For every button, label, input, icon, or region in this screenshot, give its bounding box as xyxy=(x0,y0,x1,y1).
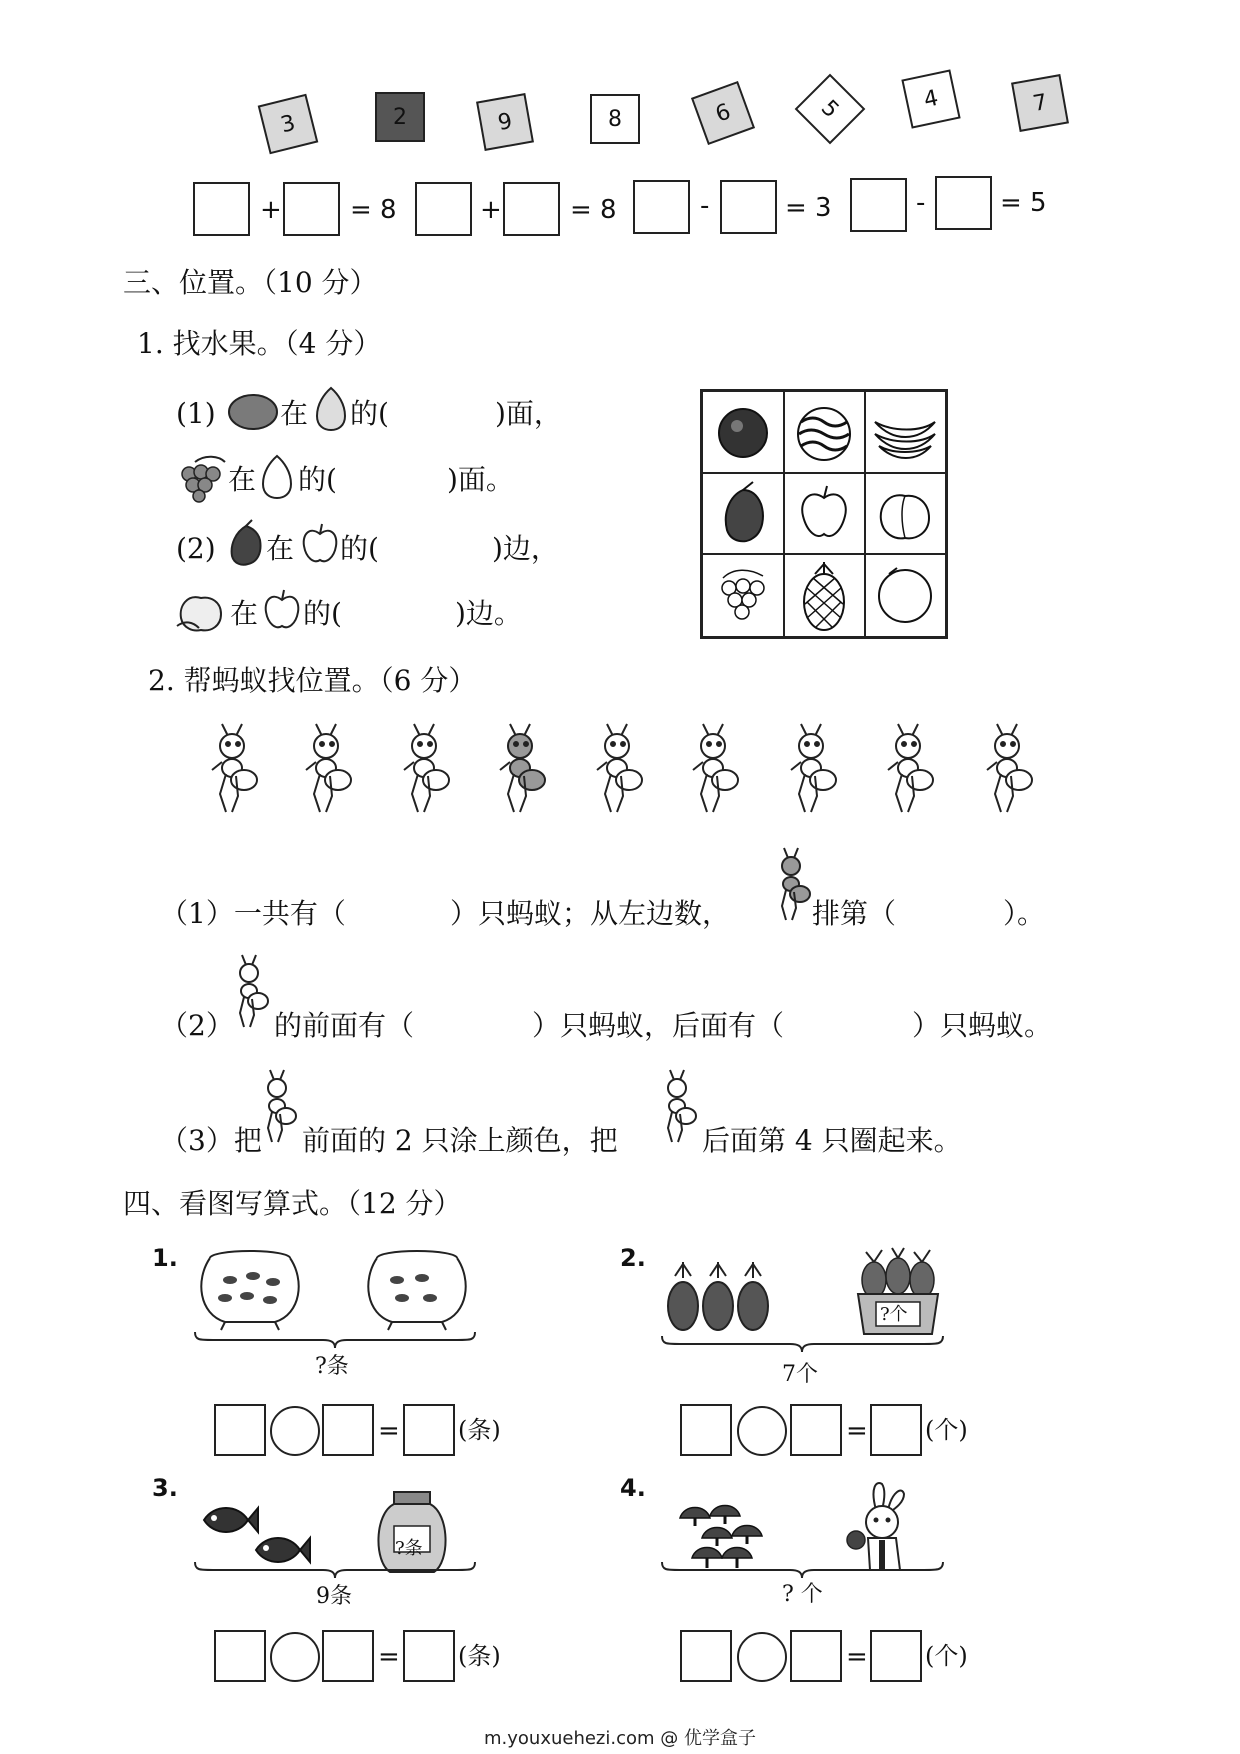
operator-circle[interactable] xyxy=(270,1632,320,1682)
ant-icon xyxy=(302,722,356,817)
answer-box[interactable] xyxy=(214,1404,266,1456)
equals-sign: = xyxy=(846,1416,868,1446)
ant-icon xyxy=(689,722,743,817)
ant-question-1: 排第（ xyxy=(812,897,897,930)
answer-box[interactable] xyxy=(415,182,472,236)
operator: - xyxy=(916,188,926,218)
number-card: 6 xyxy=(691,81,755,145)
apple-icon xyxy=(300,520,340,566)
word-zai: 在 xyxy=(266,532,295,565)
answer-box[interactable] xyxy=(633,180,690,234)
unit-label: (条) xyxy=(458,1416,501,1444)
answer-box[interactable] xyxy=(935,176,992,230)
operator: + xyxy=(260,195,282,225)
apple-icon xyxy=(262,586,302,632)
word-zai: 在 xyxy=(280,397,309,430)
answer-box[interactable] xyxy=(870,1404,922,1456)
pineapple-icon xyxy=(665,1262,701,1334)
ant-icon xyxy=(208,722,262,817)
grapes-icon xyxy=(175,452,229,502)
ant-icon xyxy=(400,722,454,817)
peach-icon xyxy=(881,495,929,538)
answer-box[interactable] xyxy=(403,1404,455,1456)
blank-close: )面， xyxy=(495,397,562,430)
operator-circle[interactable] xyxy=(737,1632,787,1682)
pear-icon xyxy=(312,384,350,432)
number-card: 9 xyxy=(476,93,534,151)
ant-icon xyxy=(772,848,812,924)
answer-box[interactable] xyxy=(403,1630,455,1682)
total-label: 7个 xyxy=(782,1362,818,1387)
basket-label: ?个 xyxy=(880,1304,908,1325)
ant-icon xyxy=(593,722,647,817)
melon-icon xyxy=(879,568,931,622)
answer-box[interactable] xyxy=(283,182,340,236)
answer-box[interactable] xyxy=(720,180,777,234)
equals-value: = 8 xyxy=(570,195,617,225)
pineapple-icon xyxy=(804,562,844,630)
question-title: 1. 找水果。（4 分） xyxy=(137,327,382,360)
answer-box[interactable] xyxy=(790,1404,842,1456)
equals-value: = 3 xyxy=(785,193,832,223)
ant-icon xyxy=(983,722,1037,817)
brace xyxy=(660,1560,945,1580)
ant-question-3: 前面的 2 只涂上颜色，把 xyxy=(302,1124,618,1157)
ant-question-1: ）。 xyxy=(1003,897,1046,930)
total-label: ?条 xyxy=(315,1354,349,1379)
word-de: 的( xyxy=(298,463,337,496)
mango-icon xyxy=(726,482,763,541)
item-number: (2) xyxy=(176,532,216,565)
ant-question-2: （2） xyxy=(160,1009,234,1042)
question-title: 2. 帮蚂蚁找位置。（6 分） xyxy=(148,664,477,697)
brace xyxy=(193,1330,477,1350)
problem-number: 3. xyxy=(152,1474,178,1502)
watermelon-icon xyxy=(798,408,850,460)
blank-close: )边。 xyxy=(455,597,522,630)
answer-box[interactable] xyxy=(680,1404,732,1456)
operator: - xyxy=(700,191,710,221)
peach-icon xyxy=(175,590,227,634)
problem-number: 1. xyxy=(152,1244,178,1272)
ant-icon xyxy=(258,1070,298,1146)
word-de: 的( xyxy=(350,397,389,430)
word-zai: 在 xyxy=(228,463,257,496)
equals-value: = 5 xyxy=(1000,188,1047,218)
answer-box[interactable] xyxy=(322,1404,374,1456)
total-label: 9条 xyxy=(316,1584,352,1609)
number-card: 7 xyxy=(1011,74,1069,132)
answer-box[interactable] xyxy=(680,1630,732,1682)
section-heading: 三、位置。（10 分） xyxy=(123,266,378,299)
ant-icon xyxy=(496,722,550,817)
answer-box[interactable] xyxy=(503,182,560,236)
pineapple-icon xyxy=(735,1262,771,1334)
answer-box[interactable] xyxy=(870,1630,922,1682)
ant-question-2: ）只蚂蚁。 xyxy=(912,1009,1053,1042)
number-card: 3 xyxy=(258,94,319,155)
ant-icon xyxy=(884,722,938,817)
answer-box[interactable] xyxy=(214,1630,266,1682)
apple-icon xyxy=(802,486,846,536)
number-card: 2 xyxy=(375,92,425,142)
ant-question-2: 的前面有（ xyxy=(274,1009,415,1042)
blank-close: )面。 xyxy=(447,463,514,496)
plum-icon xyxy=(719,409,767,457)
brace xyxy=(193,1560,477,1580)
ant-question-3: 后面第 4 只圈起来。 xyxy=(702,1124,962,1157)
equals-sign: = xyxy=(378,1642,400,1672)
footer-watermark: m.youxuehezi.com @ 优学盒子 xyxy=(483,1728,756,1749)
ant-question-2: ）只蚂蚁，后面有（ xyxy=(532,1009,785,1042)
answer-box[interactable] xyxy=(790,1630,842,1682)
problem-number: 2. xyxy=(620,1244,646,1272)
problem-number: 4. xyxy=(620,1474,646,1502)
word-de: 的( xyxy=(303,597,342,630)
number-card: 4 xyxy=(901,69,960,128)
operator: + xyxy=(480,195,502,225)
operator-circle[interactable] xyxy=(737,1406,787,1456)
answer-box[interactable] xyxy=(193,182,250,236)
word-de: 的( xyxy=(340,532,379,565)
ant-question-1: （1）一共有（ xyxy=(160,897,346,930)
total-label: ? 个 xyxy=(782,1582,823,1607)
equals-value: = 8 xyxy=(350,195,397,225)
unit-label: (个) xyxy=(925,1416,968,1444)
fruit-grid xyxy=(700,389,948,639)
fishbowl-icon xyxy=(362,1250,472,1332)
operator-circle[interactable] xyxy=(270,1406,320,1456)
answer-box[interactable] xyxy=(850,178,907,232)
ant-question-1: ）只蚂蚁；从左边数， xyxy=(450,897,731,930)
banana-icon xyxy=(875,422,935,458)
brace xyxy=(660,1334,945,1354)
number-card: 8 xyxy=(590,94,640,144)
ant-icon xyxy=(230,955,270,1031)
blank-close: )边， xyxy=(492,532,559,565)
unit-label: (条) xyxy=(458,1642,501,1670)
equals-sign: = xyxy=(846,1642,868,1672)
mango-icon xyxy=(226,520,266,568)
item-number: (1) xyxy=(176,397,216,430)
word-zai: 在 xyxy=(230,597,259,630)
pineapple-icon xyxy=(700,1262,736,1334)
unit-label: (个) xyxy=(925,1642,968,1670)
grapes-icon xyxy=(722,570,764,619)
pear-icon xyxy=(258,452,296,500)
section-heading: 四、看图写算式。（12 分） xyxy=(123,1187,462,1220)
fishbowl-icon xyxy=(195,1250,305,1332)
ant-question-3: （3）把 xyxy=(160,1124,262,1157)
number-card: 5 xyxy=(795,74,866,145)
ant-icon xyxy=(787,722,841,817)
answer-box[interactable] xyxy=(322,1630,374,1682)
jar-label: ?条 xyxy=(395,1538,423,1559)
plum-icon xyxy=(228,392,278,432)
ant-icon xyxy=(658,1070,698,1146)
equals-sign: = xyxy=(378,1416,400,1446)
